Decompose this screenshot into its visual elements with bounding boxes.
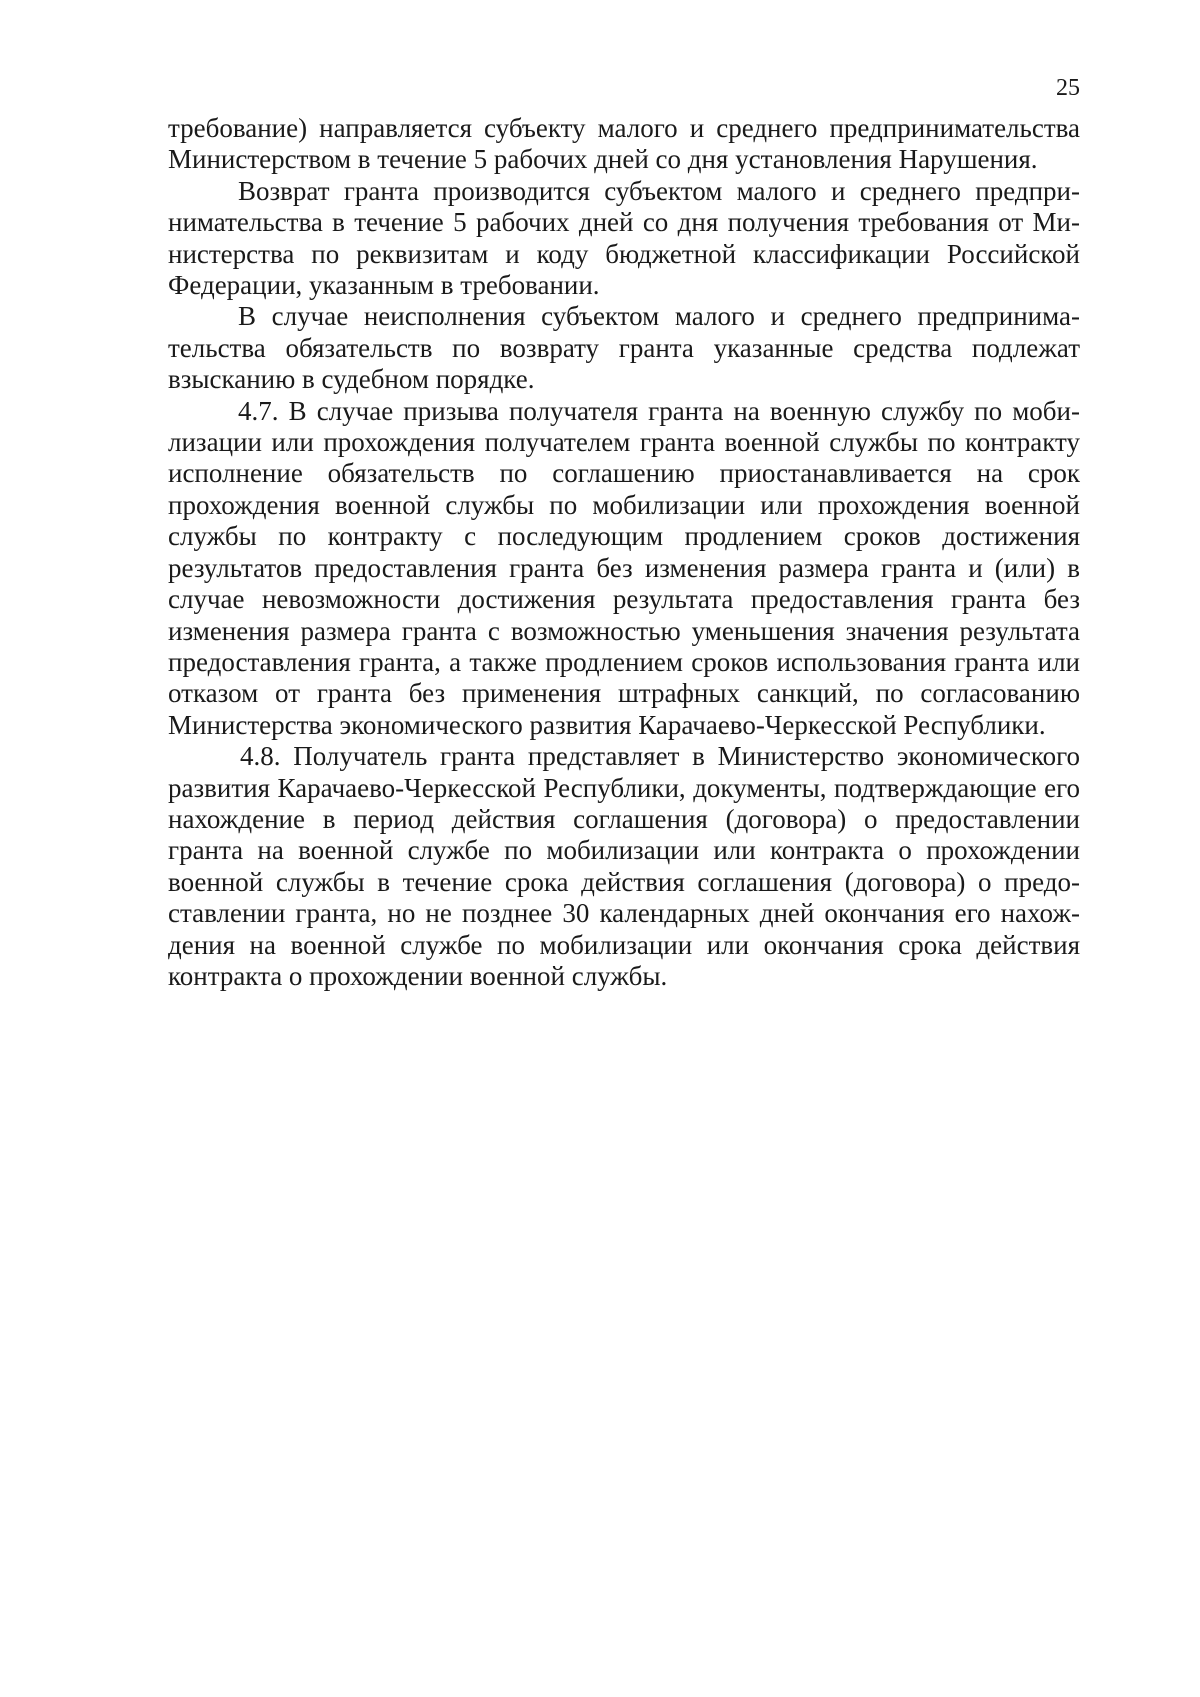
paragraph-grant-return: Возврат гранта производится субъектом малого и среднего предпринимательства в течение 5 рабочих дней со дня получения требования от Министерства по реквизитам и коду бюджетной классификации Российской Федерации, указанным в требовании. [168,175,1080,301]
paragraph-continuation: требование) направляется субъекту малого и среднего предпринимательства Министерством в течение 5 рабочих дней со дня установления Нарушения. [168,113,1080,175]
page-number: 25 [1056,75,1080,101]
paragraph-4-7: 4.7. В случае призыва получателя гранта на военную службу по мобилизации или прохождения получателем гранта военной службы по контракту исполнение обязательств по соглашению приостанавливается на срок прохождения военной службы по мобилизации или прохождения военной службы по контракту с последующим продлением сроков достижения результатов предоставления гранта без изменения размера гранта и (или) в случае невозможности достижения результата предоставления гранта без изменения размера гранта с возможностью уменьшения значения результата предоставления гранта, а также продлением сроков использования гранта или отказом от гранта без применения штрафных санкций, по согласованию Министерства экономического развития Карачаево-Черкесской Республики. [168,395,1080,740]
paragraph-non-performance: В случае неисполнения субъектом малого и среднего предпринимательства обязательств по возврату гранта указанные средства подлежат взысканию в судебном порядке. [168,301,1080,395]
paragraph-4-8: 4.8. Получатель гранта представляет в Министерство экономического развития Карачаево-Черкесской Республики, документы, подтверждающие его нахождение в период действия соглашения (договора) о предоставлении гранта на военной службе по мобилизации или контракта о прохождении военной службы в течение срока действия соглашения (договора) о предоставлении гранта, но не позднее 30 календарных дней окончания его нахождения на военной службе по мобилизации или окончания срока действия контракта о прохождении военной службы. [168,741,1080,991]
document-body [168,113,1080,992]
